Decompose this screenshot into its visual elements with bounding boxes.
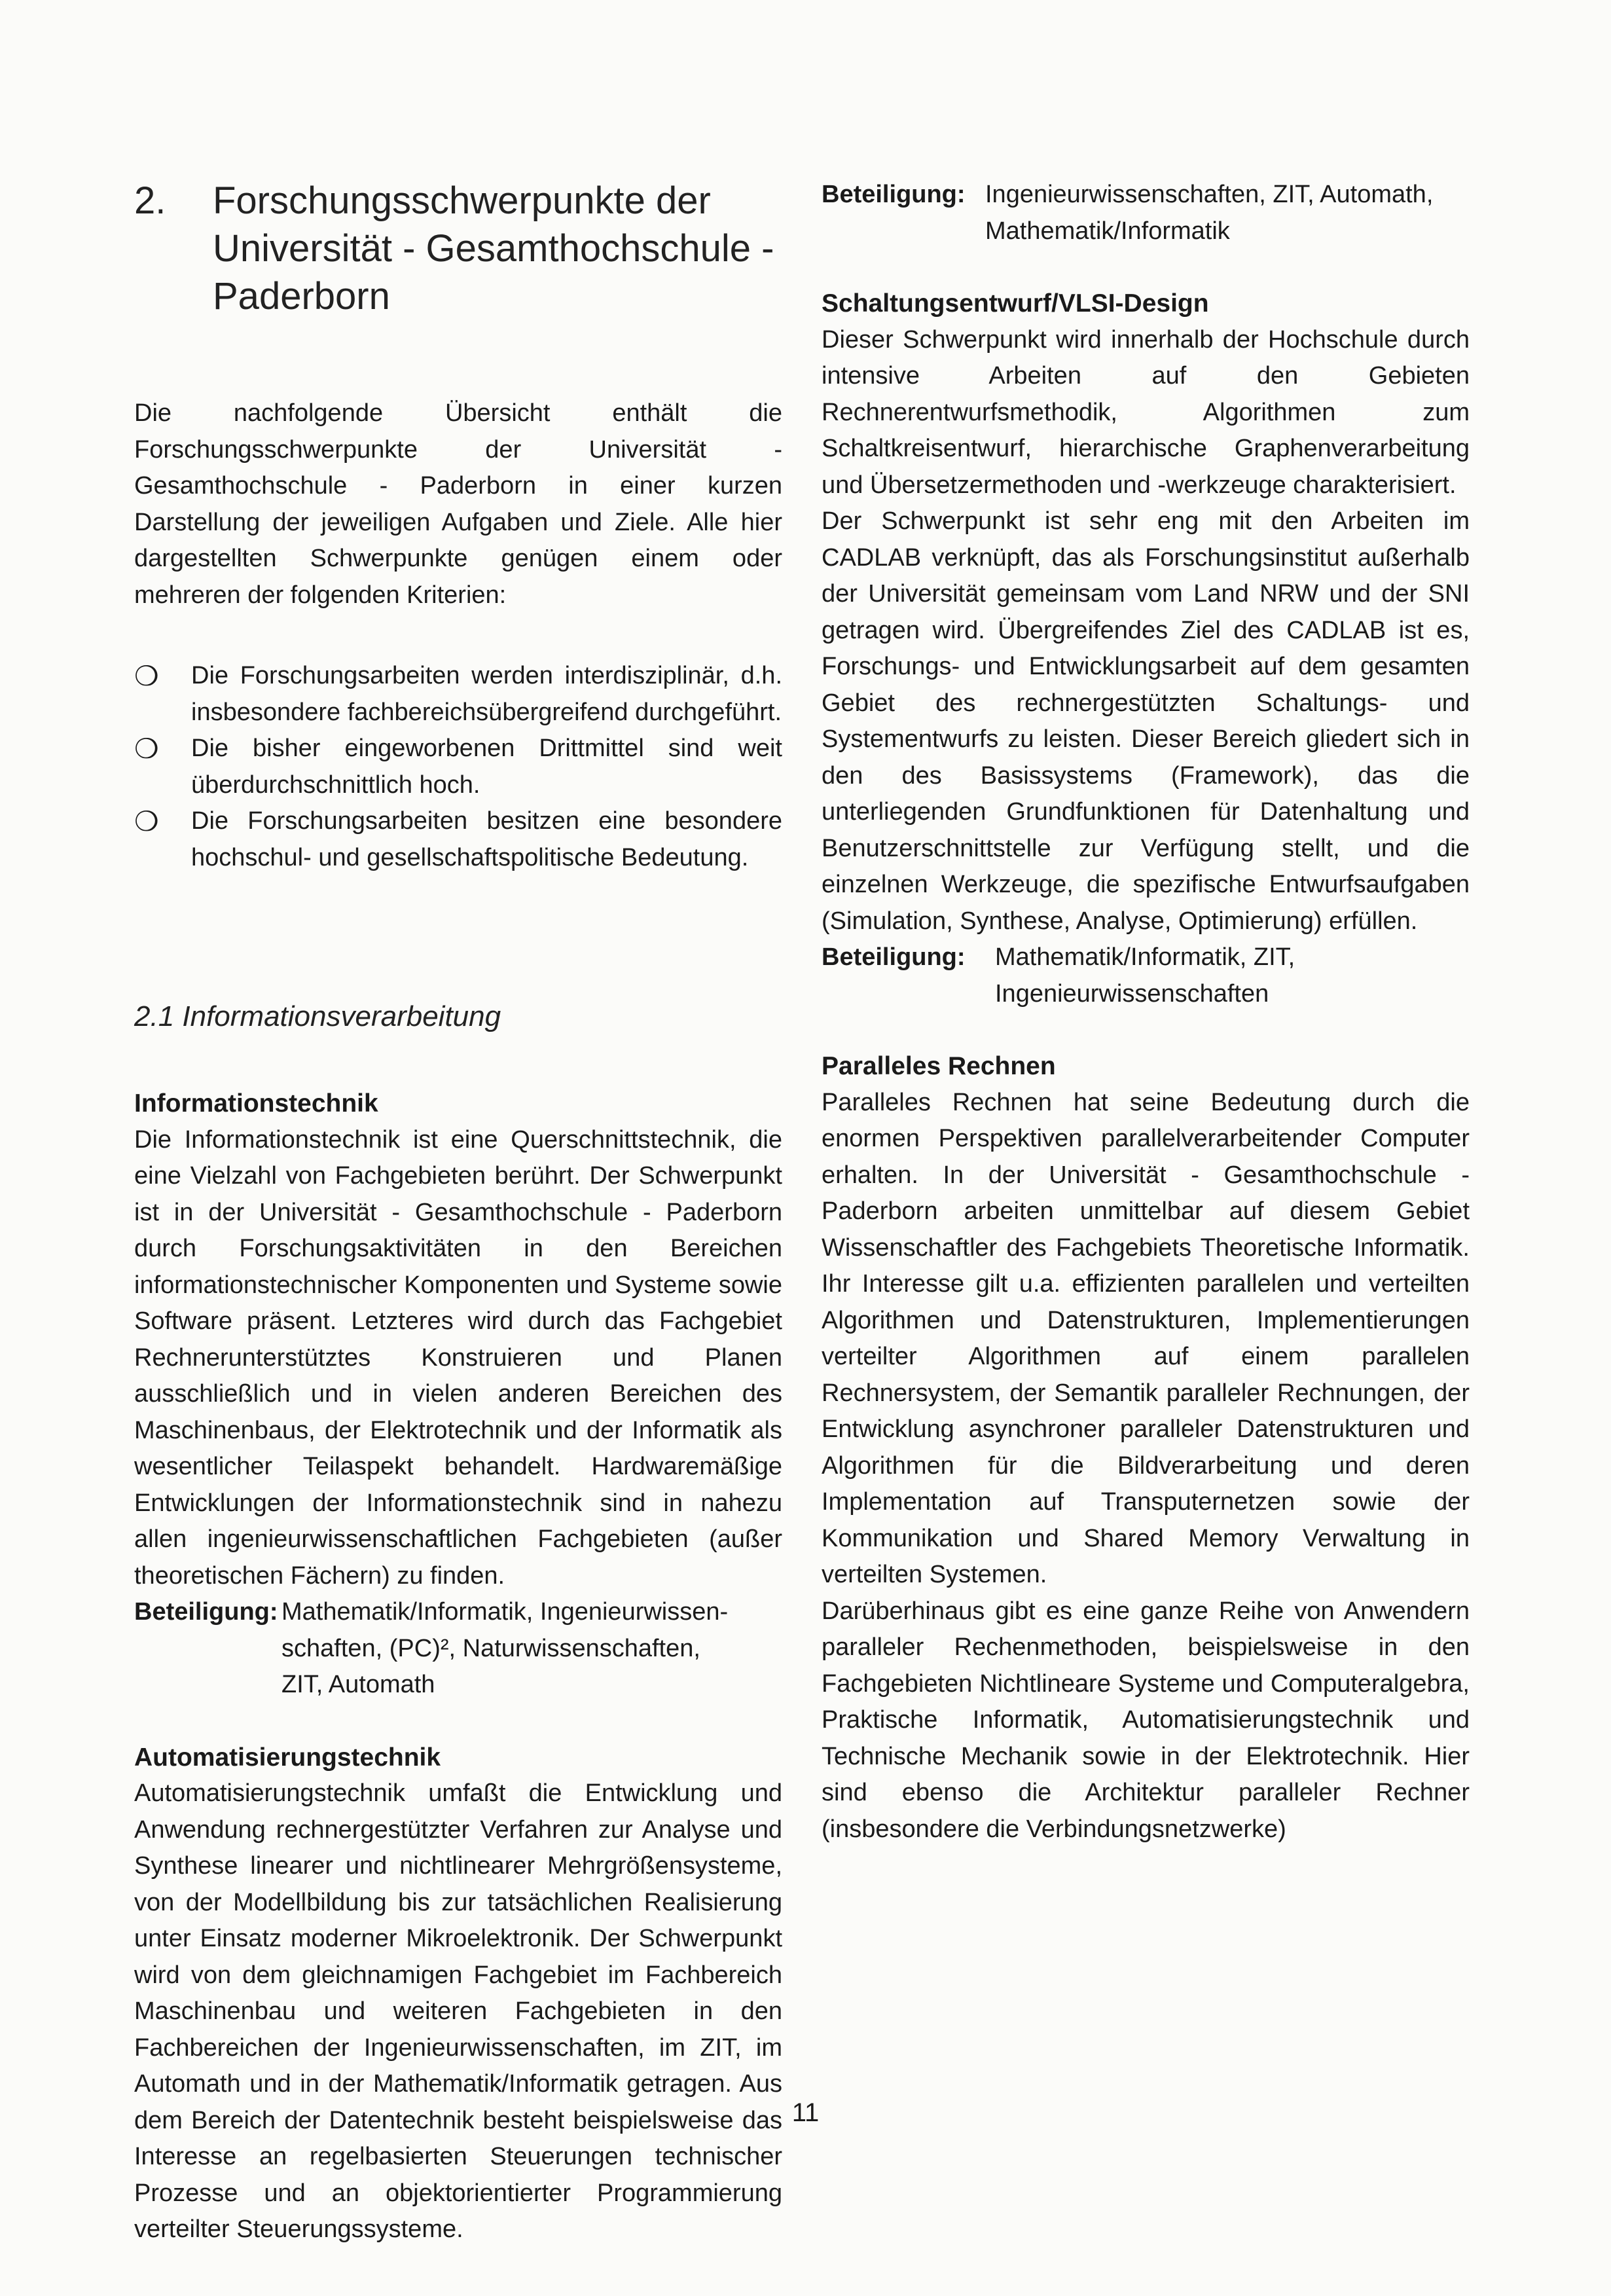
section-title-text: Forschungsschwerpunkte der Universität - Gesamthochschule - Paderborn [213,179,774,318]
automatisierungstechnik-heading: Automatisierungstechnik [134,1743,441,1772]
participation-value: Mathematik/Informatik, Ingenieurwissen- schaften, (PC)², Naturwissenschaften, ZIT, Automath [281,1598,729,1698]
schaltungsentwurf-text-1: Dieser Schwerpunkt wird innerhalb der Hochschule durch intensive Arbeiten auf den Gebieten Rechnerentwurfsmethodik, Algorithmen zum Schaltkreisentwurf, hierarchische Graphenverarbeitung und Übersetzermethoden und -werkzeuge charakterisiert. [822,325,1470,499]
informationstechnik-participation [134,1594,782,1704]
automatisierungstechnik-text: Automatisierungstechnik umfaßt die Entwicklung und Anwendung rechnergestützter Verfahren zur Analyse und Synthese linearer und nichtlinearer Mehrgrößensysteme, von der Modellbildung bis zur tatsächlichen Realisierung unter Einsatz moderner Mikroelektronik. Der Schwerpunkt wird von dem gleichnamigen Fachgebiet im Fachbereich Maschinenbau und weiteren Fachgebieten in den Fachbereichen der Ingenieurwissenschaften, im ZIT, im Automath und in der Mathematik/Informatik getragen. Aus dem Bereich der Datentechnik besteht beispielsweise das Interesse an regelbasierten Steuerungen technischer Prozesse und an objektorientierter Programmierung verteilter Steuerungssysteme. [134,1779,782,2243]
paralleles-rechnen-text-2: Darüberhinaus gibt es eine ganze Reihe von Anwendern paralleler Rechenmethoden, beispielsweise in den Fachgebieten Nichtlineare Systeme und Computeralgebra, Praktische Informatik, Automatisierungstechnik und Technische Mechanik sowie in der Elektrotechnik. Hier sind ebenso die Architektur paralleler Rechner (insbesondere die Verbindungsnetzwerke) [822,1597,1470,1843]
left-column [134,177,782,2248]
right-column-content [822,177,1470,1848]
participation-value: Mathematik/Informatik, ZIT, Ingenieurwissenschaften [995,943,1295,1008]
schaltungsentwurf-text-2: Der Schwerpunkt ist sehr eng mit den Arbeiten im CADLAB verknüpft, das als Forschungsinstitut außerhalb der Universität gemeinsam vom Land NRW und der SNI getragen wird. Übergreifendes Ziel des CADLAB ist es, Forschungs- und Entwicklungsarbeit auf dem gesamten Gebiet des rechnergestützten Schaltungs- und Systementwurfs zu leisten. Dieser Bereich gliedert sich in den des Basissystems (Framework), das die unterliegenden Grundfunktionen für Datenhaltung und Benutzerschnittstelle zur Verfügung stellt, und die einzelnen Werkzeuge, die spezifische Entwurfsaufgaben (Simulation, Synthese, Analyse, Optimierung) erfüllen. [822,507,1470,935]
criterion-text: Die Forschungsarbeiten besitzen eine besondere hochschul- und gesellschaftspolitische Bedeutung. [191,807,782,871]
participation-label: Beteiligung: [822,181,966,208]
criteria-list [134,658,782,876]
list-item [134,658,782,731]
participation-label: Beteiligung: [134,1598,278,1626]
section-title [134,177,782,320]
circle-bullet-icon: ❍ [134,661,159,691]
participation-label: Beteiligung: [822,943,966,971]
criterion-text: Die Forschungsarbeiten werden interdisziplinär, d.h. insbesondere fachbereichsübergreifend durchgeführt. [191,662,782,726]
paralleles-rechnen-heading: Paralleles Rechnen [822,1052,1056,1080]
participation-value: Ingenieurwissenschaften, ZIT, Automath, Mathematik/Informatik [985,181,1434,245]
intro-paragraph: Die nachfolgende Übersicht enthält die Forschungsschwerpunkte der Universität - Gesamthochschule - Paderborn in einer kurzen Darstellung der jeweiligen Aufgaben und Ziele. Alle hier dargestellten Schwerpunkte genügen einem oder mehreren der folgenden Kriterien: [134,399,782,609]
schaltungsentwurf-heading: Schaltungsentwurf/VLSI-Design [822,289,1209,318]
criterion-text: Die bisher eingeworbenen Drittmittel sind weit überdurchschnittlich hoch. [191,735,782,799]
automatisierungstechnik-participation [822,177,1470,249]
informationstechnik-heading: Informationstechnik [134,1089,378,1118]
list-item [134,731,782,803]
circle-bullet-icon: ❍ [134,806,159,837]
paralleles-rechnen-text-1: Paralleles Rechnen hat seine Bedeutung durch die enormen Perspektiven parallelverarbeitender Computer erhalten. In der Universität - Gesamthochschule - Paderborn arbeiten unmittelbar auf diesem Gebiet Wissenschaftler des Fachgebiets Theoretische Informatik. Ihr Interesse gilt u.a. effizienten parallelen und verteilten Algorithmen und Datenstrukturen, Implementierungen verteilter Algorithmen auf einem parallelen Rechnersystem, der Semantik paralleler Rechnungen, der Entwicklung asynchroner paralleler Datenstrukturen und Algorithmen für die Bildverarbeitung und deren Implementation auf Transputernetzen sowie der Kommunikation und Shared Memory Verwaltung in verteilten Systemen. [822,1088,1470,1588]
section-number: 2. [134,179,166,222]
schaltungsentwurf-participation [822,939,1470,1012]
subsection-title: 2.1 Informationsverarbeitung [134,1000,501,1032]
informationstechnik-text: Die Informationstechnik ist eine Querschnittstechnik, die eine Vielzahl von Fachgebieten berührt. Der Schwerpunkt ist in der Universität - Gesamthochschule - Paderborn durch Forschungsaktivitäten in den Bereichen informationstechnischer Komponenten und Systeme sowie Software präsent. Letzteres wird durch das Fachgebiet Rechnerunterstütztes Konstruieren und Planen ausschließlich und in vielen anderen Bereichen des Maschinenbaus, der Elektrotechnik und der Informatik als wesentlicher Teilaspekt behandelt. Hardwaremäßige Entwicklungen der Informationstechnik sind in nahezu allen ingenieurwissenschaftlichen Fachgebieten (außer theoretischen Fächern) zu finden. [134,1125,782,1590]
page-number: 11 [791,2098,820,2127]
circle-bullet-icon: ❍ [134,733,159,764]
list-item [134,803,782,876]
